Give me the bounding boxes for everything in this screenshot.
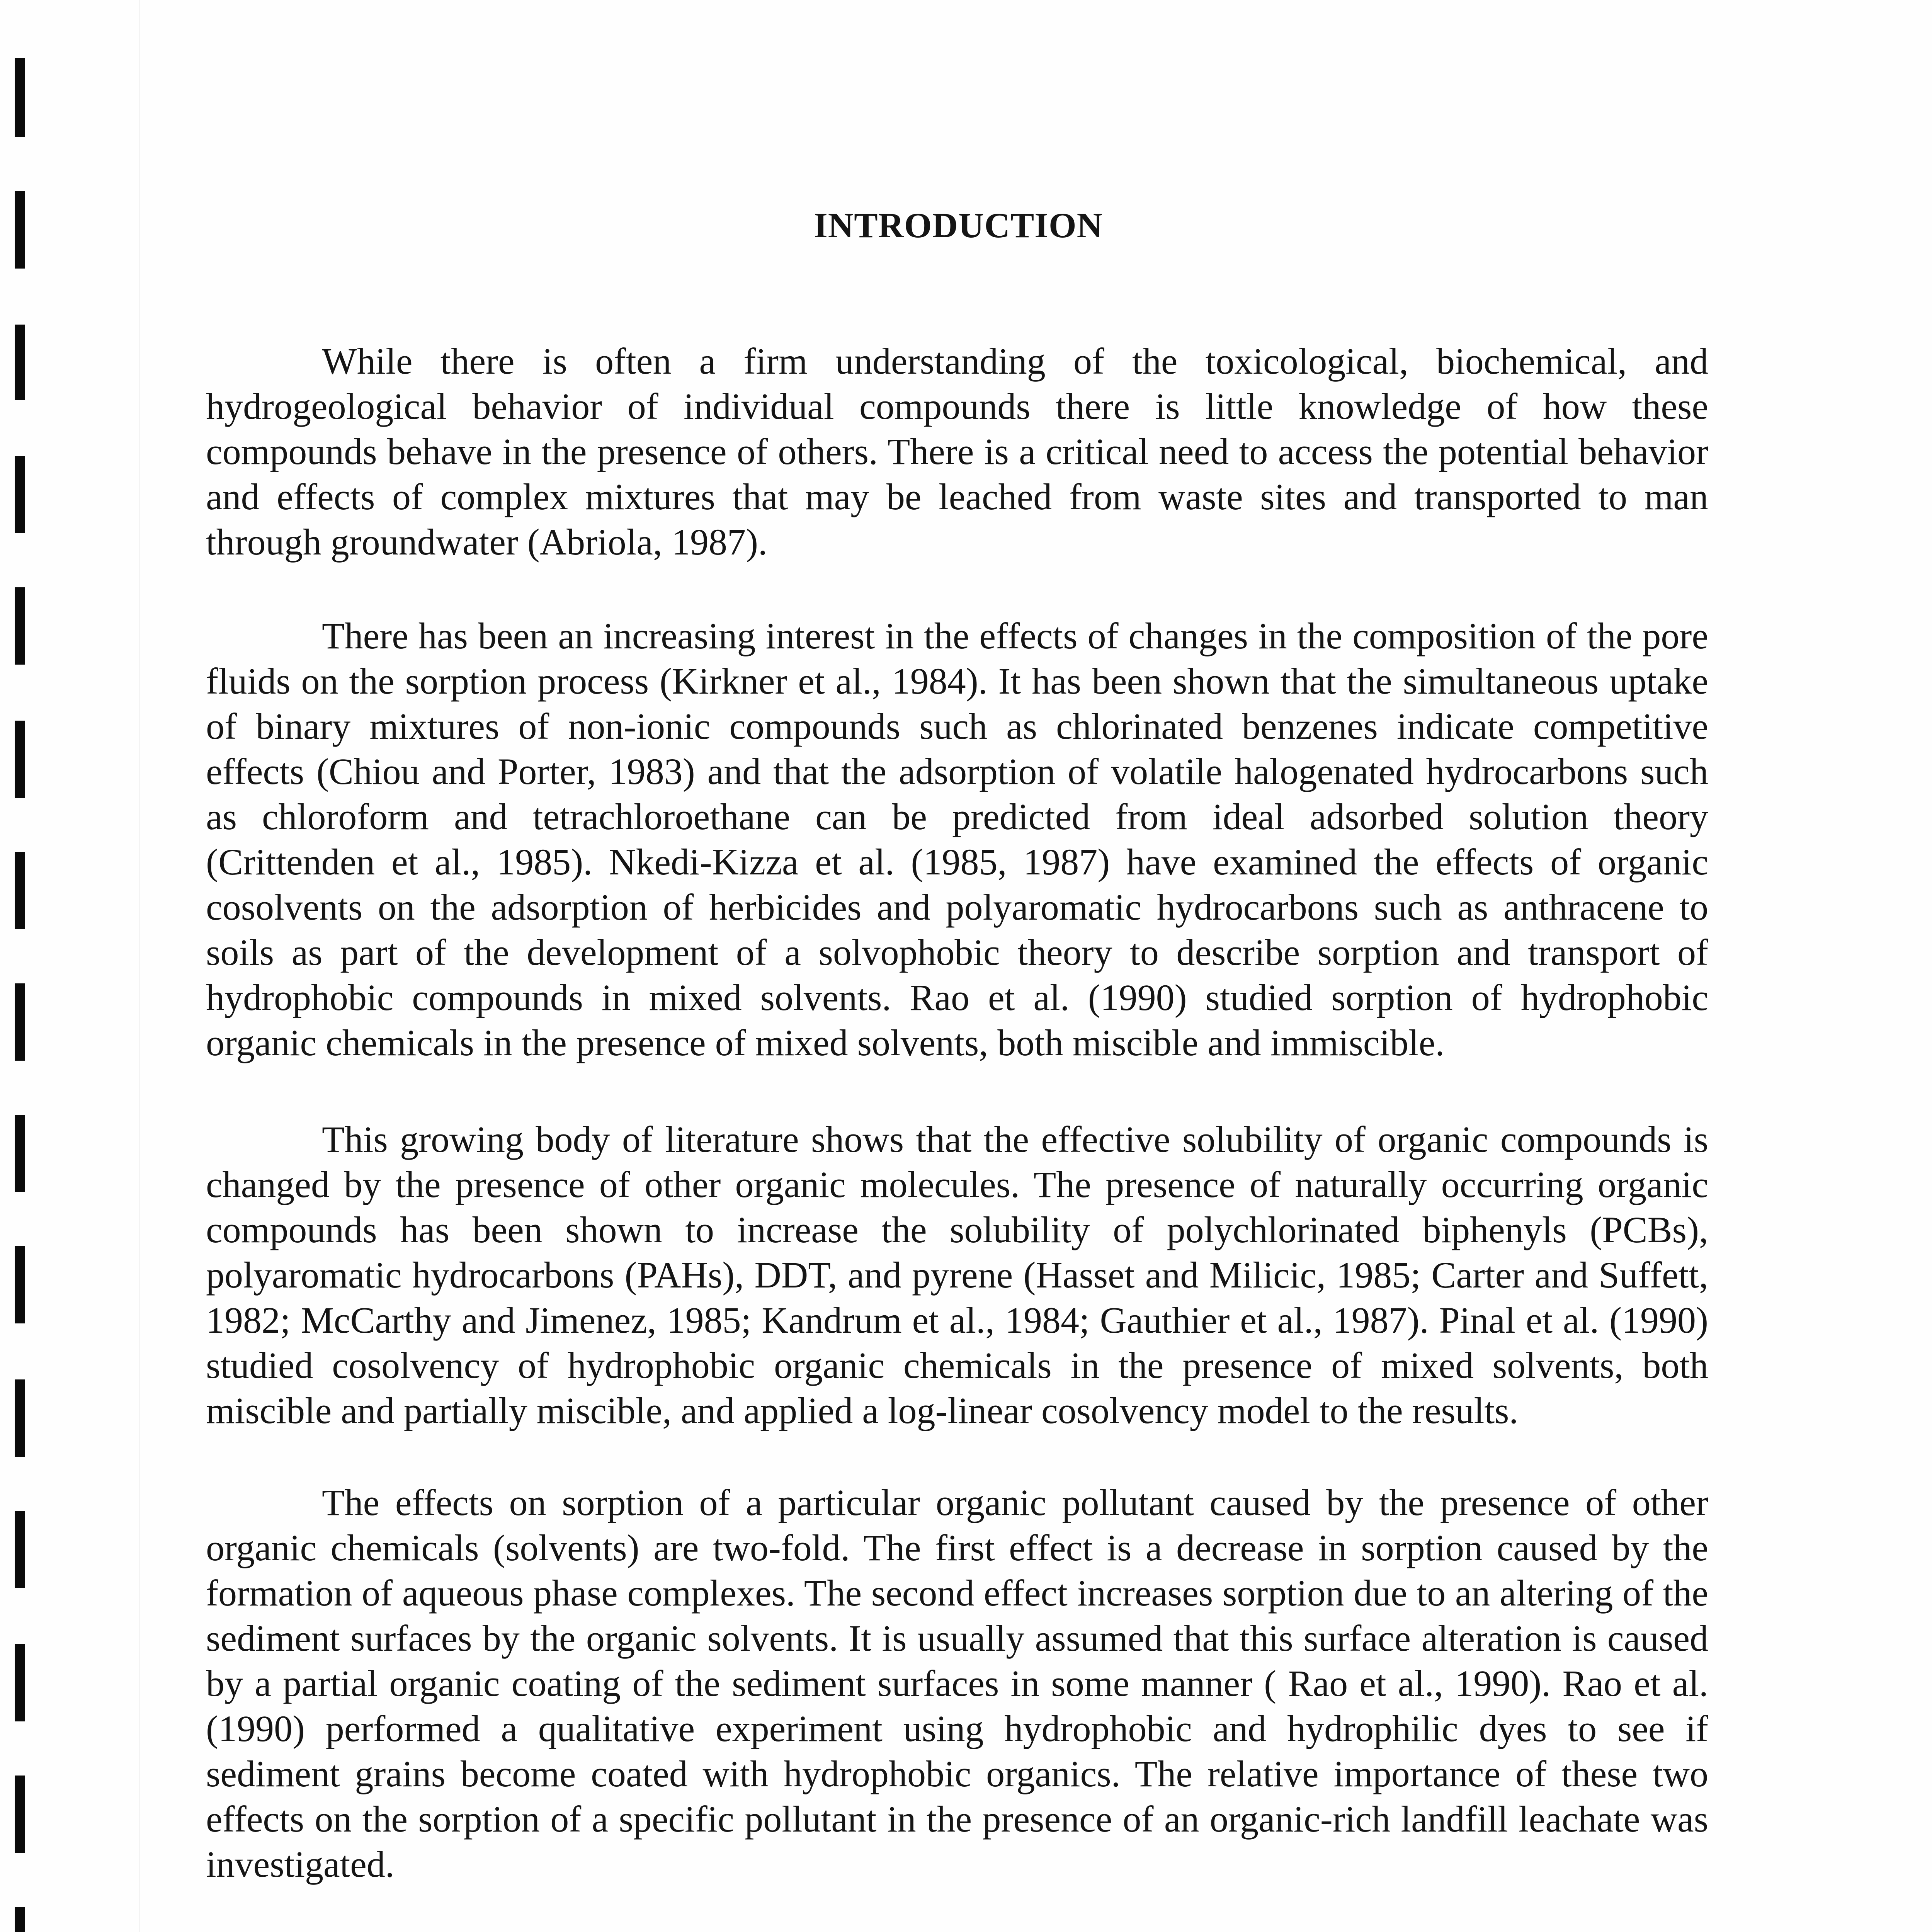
paragraph-text: There has been an increasing interest in the effects of changes in the composition of the pore fluids on the sorption process (Kirkner et al., 1984). It has been shown that the simultaneous uptake of binary mixtures of non-ionic compounds such as chlorinated benzenes indicate competitive effects (Chiou and Porter, 1983) and that the adsorption of volatile halogenated hydrocarbons such as chloroform and tetrachloroethane can be predicted from ideal adsorbed solution theory (Crittenden et al., 1985). Nkedi-Kizza et al. (1985, 1987) have examined the effects of organic cosolvents on the adsorption of herbicides and polyaromatic hydrocarbons such as anthracene to soils as part of the development of a solvophobic theory to describe sorption and transport of hydrophobic compounds in mixed solvents. Rao et al. (1990) studied sorption of hydrophobic organic chemicals in the presence of mixed solvents, both miscible and immiscible. — [206, 615, 1708, 1063]
binding-mark — [15, 721, 25, 798]
binding-mark — [15, 58, 25, 137]
binding-mark — [15, 587, 25, 665]
paragraph-text: The effects on sorption of a particular organic pollutant caused by the presence of other organic chemicals (solvents) are two-fold. The first effect is a decrease in sorption caused by the formation of aqueous phase complexes. The second effect increases sorption due to an altering of the sediment surfaces by the organic solvents. It is usually assumed that this surface alteration is caused by a partial organic coating of the sediment surfaces in some manner ( Rao et al., 1990). Rao et al. (1990) performed a qualitative experiment using hydrophobic and hydrophilic dyes to see if sediment grains become coated with hydrophobic organics. The relative importance of these two effects on the sorption of a specific pollutant in the presence of an organic-rich landfill leachate was investigated. — [206, 1482, 1708, 1885]
binding-mark — [15, 1644, 25, 1721]
paragraph-intro-4 — [206, 1480, 1708, 1887]
binding-mark — [15, 1907, 25, 1932]
paragraph-intro-3 — [206, 1117, 1708, 1433]
binding-mark — [15, 325, 25, 400]
binding-mark — [15, 1511, 25, 1588]
paragraph-text: This growing body of literature shows that the effective solubility of organic compounds is changed by the presence of other organic molecules. The presence of naturally occurring organic compounds has been shown to increase the solubility of polychlorinated biphenyls (PCBs), polyaromatic hydrocarbons (PAHs), DDT, and pyrene (Hasset and Milicic, 1985; Carter and Suffett, 1982; McCarthy and Jimenez, 1985; Kandrum et al., 1984; Gauthier et al., 1987). Pinal et al. (1990) studied cosolvency of hydrophobic organic chemicals in the presence of mixed solvents, both miscible and partially miscible, and applied a log-linear cosolvency model to the results. — [206, 1119, 1708, 1431]
page-edge-line — [139, 0, 140, 1932]
binding-mark — [15, 983, 25, 1061]
binding-mark — [15, 1246, 25, 1323]
binding-marks — [15, 0, 26, 1932]
binding-mark — [15, 1776, 25, 1853]
paragraph-intro-2 — [206, 613, 1708, 1065]
binding-mark — [15, 1379, 25, 1457]
binding-mark — [15, 1115, 25, 1192]
paragraph-intro-1 — [206, 338, 1708, 565]
binding-mark — [15, 852, 25, 929]
paragraph-text: While there is often a firm understanding of the toxicological, biochemical, and hydrogeological behavior of individual compounds there is little knowledge of how these compounds behave in the presence of others. There is a critical need to access the potential behavior and effects of complex mixtures that may be leached from waste sites and transported to man through groundwater (Abriola, 1987). — [206, 340, 1708, 563]
page-title: INTRODUCTION — [813, 206, 1103, 245]
binding-mark — [15, 456, 25, 533]
